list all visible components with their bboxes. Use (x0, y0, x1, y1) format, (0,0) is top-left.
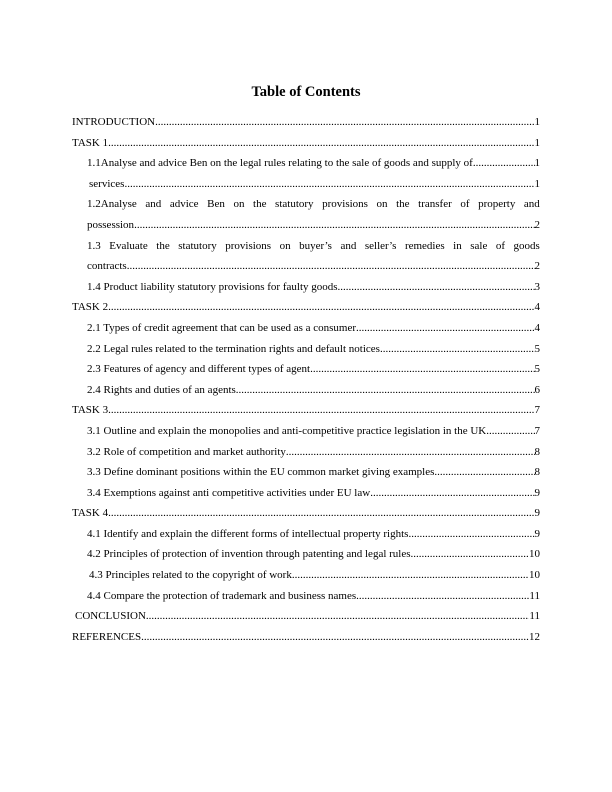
toc-entry-3-1[interactable] (72, 421, 540, 442)
toc-page-number: 5 (534, 363, 540, 376)
toc-entry-3-2[interactable] (72, 442, 540, 463)
toc-page-number: 7 (534, 424, 540, 437)
toc-page-number: 9 (534, 527, 540, 540)
toc-entry-task-4[interactable] (72, 503, 540, 524)
toc-page-number: 6 (534, 383, 540, 396)
word: provisions (225, 239, 272, 252)
toc-page-number: 7 (534, 404, 540, 417)
toc-entry-text: 2.4 Rights and duties of an agents (87, 383, 236, 396)
dot-leader (134, 215, 534, 236)
toc-entry-text: 3.2 Role of competition and market authority (87, 445, 286, 458)
toc-page-number: 4 (534, 321, 540, 334)
toc-entry-4-2[interactable] (72, 544, 540, 565)
dot-leader (434, 462, 534, 483)
word: Ben (207, 198, 225, 211)
toc-entry-1-3[interactable] (72, 236, 540, 277)
toc-entry-text: 2.3 Features of agency and different types of agent (87, 363, 311, 376)
dot-leader (356, 586, 529, 607)
toc-entry-4-3[interactable] (72, 565, 540, 586)
toc-page-number: 3 (534, 280, 540, 293)
toc-entry-text: TASK 4 (72, 507, 109, 520)
toc-entry-text: contracts (87, 260, 127, 273)
toc-page-number: 9 (534, 486, 540, 499)
dot-leader (408, 524, 534, 545)
word: statutory (275, 198, 314, 211)
toc-entry-second-line (87, 215, 540, 236)
dot-leader (108, 503, 534, 524)
toc-entry-text: 2.1 Types of credit agreement that can be used as a consumer (87, 321, 357, 334)
toc-entry-2-1[interactable] (72, 318, 540, 339)
word: and (145, 198, 162, 211)
dot-leader (146, 606, 530, 627)
toc-entry-task-2[interactable] (72, 297, 540, 318)
word: on (233, 198, 245, 211)
word: remedies (404, 239, 445, 252)
toc-entry-4-4[interactable] (72, 586, 540, 607)
word: transfer (418, 198, 452, 211)
dot-leader (141, 627, 529, 648)
toc-entry-references[interactable] (72, 627, 540, 648)
dot-leader (286, 442, 535, 463)
word: advice (169, 198, 199, 211)
toc-entry-introduction[interactable] (72, 112, 540, 133)
word: 1.3 (87, 239, 101, 252)
toc-page-number: 11 (529, 589, 540, 602)
toc-entry-text: REFERENCES (72, 630, 142, 643)
toc-page-number: 10 (529, 569, 540, 582)
toc-page-number: 1 (534, 177, 540, 190)
toc-page-number: 2 (534, 218, 540, 231)
toc-entry-1-4[interactable] (72, 277, 540, 298)
toc-entry-3-4[interactable] (72, 483, 540, 504)
word: on (376, 198, 388, 211)
toc-entry-text: INTRODUCTION (72, 116, 156, 128)
toc-entry-1-1[interactable] (72, 153, 540, 174)
dot-leader (338, 277, 535, 298)
toc-entry-text: TASK 1 (72, 136, 109, 149)
word: on (279, 239, 291, 252)
toc-entry-text: 3.1 Outline and explain the monopolies and anti-competitive practice legislation in the UK (87, 424, 487, 437)
word: and (523, 198, 540, 211)
toc-page-number: 10 (529, 548, 540, 561)
dot-leader (108, 297, 534, 318)
toc-page-number: 8 (534, 445, 540, 458)
word: provisions (322, 198, 368, 211)
dot-leader (108, 400, 534, 421)
word: the (156, 239, 170, 252)
toc-page-number: 2 (534, 260, 540, 273)
dot-leader (236, 380, 535, 401)
toc-entry-second-line (87, 256, 540, 277)
toc-entry-text: 1.1Analyse and advice Ben on the legal rules relating to the sale of goods and supply of (87, 157, 473, 170)
dot-leader (310, 359, 534, 380)
dot-leader (370, 483, 534, 504)
toc-entry-1-2[interactable] (72, 194, 540, 235)
dot-leader (380, 339, 535, 360)
dot-leader (473, 153, 535, 174)
word: buyer’s (299, 239, 332, 252)
toc-page-number: 5 (534, 342, 540, 355)
dot-leader (411, 544, 529, 565)
dot-leader (292, 565, 529, 586)
word: of (495, 239, 506, 252)
table-of-contents (72, 112, 540, 647)
word: of (460, 198, 470, 211)
dot-leader (486, 421, 534, 442)
toc-entry-text: 3.4 Exemptions against anti competitive activities under EU law (87, 486, 371, 499)
toc-entry-first-line (87, 236, 540, 257)
toc-entry-3-3[interactable] (72, 462, 540, 483)
toc-entry-1-1-services[interactable] (72, 174, 540, 195)
toc-entry-conclusion[interactable] (72, 606, 540, 627)
toc-entry-text: 1.4 Product liability statutory provisions for faulty goods (87, 280, 338, 293)
word: Evaluate (109, 239, 148, 252)
toc-entry-text: 4.3 Principles related to the copyright of work (89, 569, 292, 582)
toc-entry-text: 2.2 Legal rules related to the termination rights and default notices (87, 342, 380, 355)
toc-entry-text: CONCLUSION (75, 610, 146, 623)
toc-entry-text: possession (87, 218, 135, 231)
toc-entry-text: TASK 3 (72, 404, 109, 417)
dot-leader (127, 256, 535, 277)
word: goods (513, 239, 540, 252)
toc-entry-4-1[interactable] (72, 524, 540, 545)
toc-page-number: 11 (529, 610, 540, 623)
dot-leader (155, 112, 534, 133)
word: 1.2Analyse (87, 198, 137, 211)
word: seller’s (364, 239, 397, 252)
toc-entry-2-2[interactable] (72, 339, 540, 360)
word: and (340, 239, 357, 252)
toc-page-number: 1 (534, 136, 540, 149)
toc-entry-text: 4.1 Identify and explain the different forms of intellectual property rights (87, 527, 409, 540)
toc-page-number: 1 (534, 157, 540, 170)
toc-entry-first-line (87, 194, 540, 215)
word: the (253, 198, 267, 211)
toc-entry-text: TASK 2 (72, 301, 109, 314)
toc-page-number: 8 (534, 466, 540, 479)
word: sale (470, 239, 488, 252)
toc-entry-2-3[interactable] (72, 359, 540, 380)
word: in (453, 239, 462, 252)
toc-entry-task-1[interactable] (72, 133, 540, 154)
toc-entry-text: 4.4 Compare the protection of trademark and business names (87, 589, 357, 602)
toc-page-number: 9 (534, 507, 540, 520)
toc-entry-task-3[interactable] (72, 400, 540, 421)
dot-leader (356, 318, 534, 339)
toc-entry-text: 3.3 Define dominant positions within the EU common market giving examples (87, 466, 435, 479)
toc-page-number: 12 (529, 630, 540, 643)
dot-leader (124, 174, 534, 195)
toc-page-number: 1 (534, 116, 540, 128)
dot-leader (108, 133, 534, 154)
word: statutory (178, 239, 217, 252)
toc-entry-2-4[interactable] (72, 380, 540, 401)
word: property (478, 198, 516, 211)
toc-page-number: 4 (534, 301, 540, 314)
word: the (396, 198, 410, 211)
toc-entry-text: 4.2 Principles of protection of invention through patenting and legal rules (87, 548, 411, 561)
toc-title: Table of Contents (251, 84, 361, 100)
toc-entry-text: services (89, 177, 125, 190)
